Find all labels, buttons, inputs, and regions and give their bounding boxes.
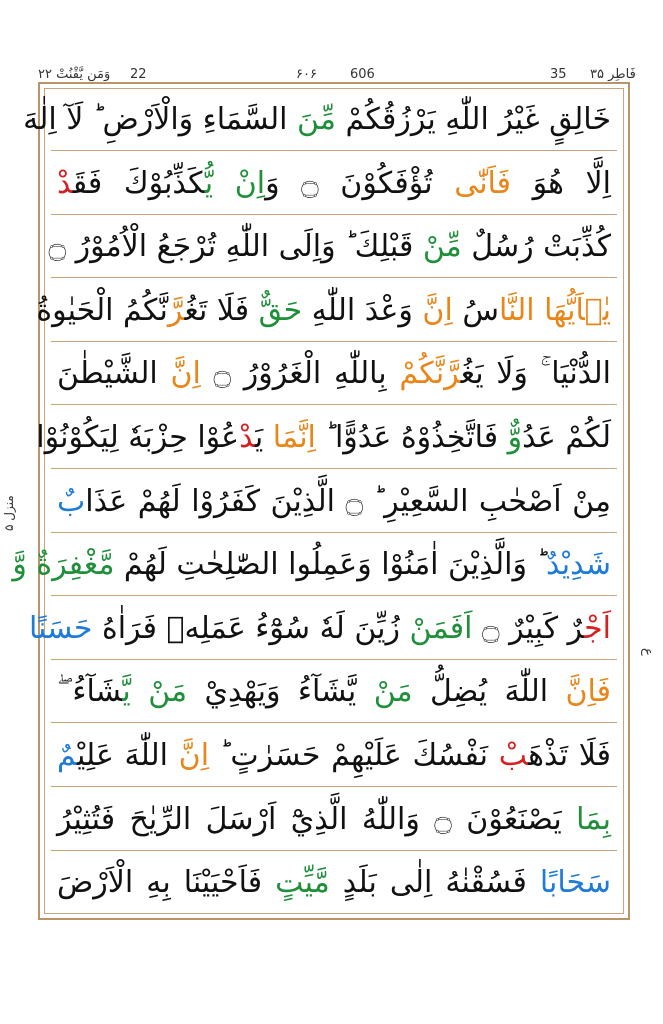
verse-line — [23, 89, 617, 151]
verse-line — [36, 280, 617, 342]
verse-segment: بِمَا — [576, 801, 611, 837]
verse-segment: يَ — [254, 420, 273, 455]
verse-line — [51, 471, 617, 533]
verse-segment: سُ — [452, 292, 499, 328]
verse-line — [12, 534, 617, 596]
verse-segment: اِنَّمَا — [272, 420, 316, 455]
verse-segment: الدُّنْيَا ۚ وَلَا يَغُ — [460, 356, 611, 392]
verse-segment: حَقٌّ — [258, 292, 303, 328]
verse-line — [51, 725, 617, 787]
verse-segment: وٌّ — [507, 420, 523, 455]
verse-segment: ؕ وَالَّذِيْنَ اٰمَنُوْا وَعَمِلُوا الصّٰلِحٰتِ لَهُمْ — [114, 547, 547, 583]
verse-segment: اللّٰهَ عَلِيْ — [76, 738, 179, 773]
ruku-marker: ع — [640, 648, 655, 656]
manzil-marker: منزل ۵ — [2, 495, 16, 531]
verse-segment: شَدِيْدٌ — [546, 547, 611, 583]
text-block — [12, 88, 624, 914]
page-number: 606 — [350, 67, 375, 82]
verse-segment: مِّنْ — [422, 229, 462, 265]
verse-segment: زُيِّنَ لَهٗ سُوْٓءُ عَمَلِهٖ فَرَاٰهُ — [92, 610, 410, 646]
surah-title: فَاطِر ۳۵ — [590, 67, 636, 82]
verse-line — [48, 216, 617, 278]
verse-segment: اِنَّ — [170, 356, 201, 392]
verse-segment: تُؤْفَكُوْنَ ۝ وَ — [265, 165, 455, 201]
verse-segment: اِنَّ — [178, 738, 210, 773]
verse-segment: نَفْسُكَ عَلَيْهِمْ حَسَرٰتٍ ؕ — [209, 738, 499, 773]
verse-segment: فَسُقْنٰهُ اِلٰى بَلَدٍ — [329, 865, 540, 901]
verse-segment: مَّغْفِرَةٌ وَّ — [12, 547, 115, 583]
verse-segment: لَكُمْ عَدُ — [522, 420, 611, 455]
verse-segment: يَصْنَعُوْنَ ۝ وَاللّٰهُ الَّذِيْٓ اَرْسَلَ الرِّيٰحَ فَتُثِيْرُ — [57, 801, 577, 837]
verse-segment: مَنْ — [373, 674, 413, 710]
verse-segment: اِنْ يُّ — [204, 165, 266, 201]
verse-segment: فَاتَّخِذُوْهُ عَدُوًّا ؕ — [315, 420, 508, 455]
surah-number: 35 — [550, 67, 567, 82]
verse-line — [51, 661, 617, 723]
page-frame — [12, 82, 630, 920]
verse-segment: اَفَمَنْ — [409, 610, 473, 646]
verse-line — [51, 153, 617, 215]
verse-segment: فَلَا تَذْهَ — [528, 738, 611, 773]
verse-segment: اَجْ — [584, 610, 611, 646]
verse-segment: يٰۤاَيُّهَا النَّا — [498, 292, 611, 328]
verse-segment: قَبْلِكَ ؕ وَاِلَى اللّٰهِ تُرْجَعُ الْاُمُوْرُ ۝ — [48, 229, 423, 265]
verse-segment: اِلَّا هُوَ — [511, 165, 611, 201]
verse-segment: فَلَا تَغُ — [184, 292, 259, 328]
verse-segment: بِاللّٰهِ الْغَرُوْرُ ۝ — [200, 356, 400, 392]
verse-line — [51, 789, 617, 851]
verse-segment: حَسَنًا — [28, 610, 93, 646]
juz-title: ۲۲ وَمَن يَّقْنُتْ — [38, 67, 111, 82]
verse-segment: مَّيِّتٍ — [275, 865, 330, 901]
verse-segment: يَّشَآءُ وَيَهْدِيْ — [187, 674, 374, 710]
verse-segment: مٌ — [57, 738, 77, 773]
verse-segment: شَآءُ ۖ — [57, 674, 123, 710]
verse-segment: كَذِّبُوْكَ فَقَ — [72, 165, 205, 201]
verse-segment: بْ — [498, 738, 529, 773]
verse-segment: دْ — [57, 165, 73, 201]
verse-line — [28, 598, 617, 660]
verse-segment: دْ — [239, 420, 255, 455]
verse-segment: اِنَّ — [422, 292, 453, 328]
verse-segment: وَعْدَ اللّٰهِ — [302, 292, 423, 328]
verse-segment: كُذِّبَتْ رُسُلٌ — [461, 229, 611, 265]
verse-segment: مِّنَ — [297, 102, 336, 137]
verse-line — [36, 407, 617, 469]
verse-segment: رَّ — [167, 292, 185, 328]
verse-line — [51, 852, 617, 914]
verse-segment: عُوْا حِزْبَهٗ لِيَكُوْنُوْا — [36, 420, 240, 455]
verse-segment: بٌ — [57, 483, 86, 519]
verse-line — [51, 343, 617, 405]
verse-segment: الشَّيْطٰنَ — [57, 356, 171, 392]
verse-segment: رٌ كَبِيْرٌ ۝ — [472, 610, 585, 646]
verse-segment: السَّمَاءِ وَالْاَرْضِ ؕ لَآ اِلٰهَ — [23, 102, 298, 137]
page-number-arabic: ۶۰۶ — [296, 67, 317, 82]
verse-segment: رَّنَّكُمْ — [399, 356, 461, 392]
verse-segment: مِنْ اَصْحٰبِ السَّعِيْرِ ؕ ۝ الَّذِيْنَ كَفَرُوْا لَهُمْ عَذَا — [85, 483, 611, 519]
verse-segment: اللّٰهَ يُضِلُّ — [412, 674, 566, 710]
verse-segment: مَنْ يَّ — [122, 674, 188, 710]
verse-segment: فَاَحْيَيْنَا بِهِ الْاَرْضَ — [57, 865, 276, 901]
verse-segment: خَالِقٍ غَيْرُ اللّٰهِ يَرْزُقُكُمْ — [335, 102, 611, 137]
juz-number: 22 — [130, 67, 147, 82]
verse-segment: فَاَنّٰى — [454, 165, 512, 201]
verse-segment: نَّكُمُ الْحَيٰوةُ — [36, 292, 168, 328]
verse-segment: سَحَابًا — [539, 865, 611, 901]
verse-segment: فَاِنَّ — [565, 674, 611, 710]
